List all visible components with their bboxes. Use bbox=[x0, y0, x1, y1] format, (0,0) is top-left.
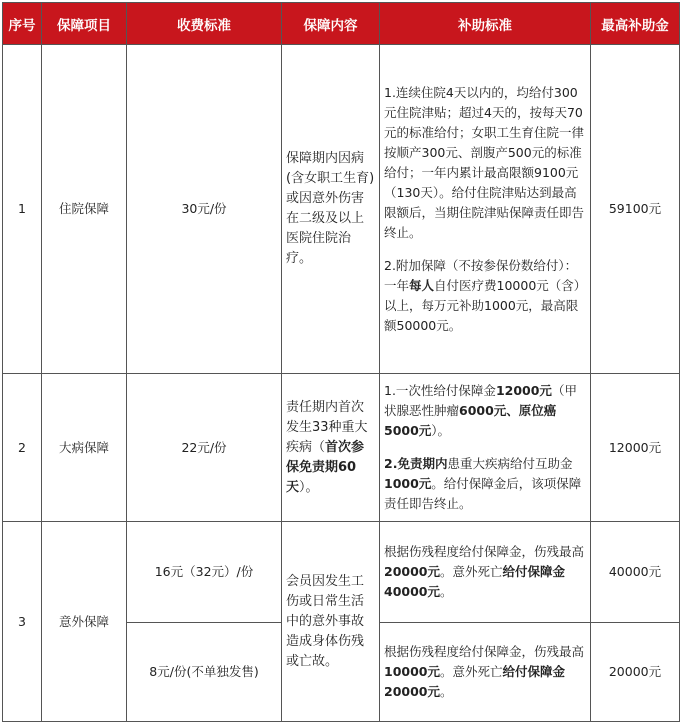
max-amount: 12000元 bbox=[591, 374, 680, 522]
benefits-table bbox=[2, 2, 680, 722]
subsidy-para-2: 2.附加保障（不按参保份数给付）：一年每人自付医疗费10000元（含）以上，每万元补助1000元，最高限额50000元。 bbox=[384, 257, 581, 333]
header-row bbox=[3, 3, 680, 45]
fee-cell: 8元/份(不单独发售) bbox=[127, 623, 282, 722]
header-item: 保障项目 bbox=[42, 3, 127, 45]
item-name: 住院保障 bbox=[42, 45, 127, 374]
fee-cell: 30元/份 bbox=[127, 45, 282, 374]
max-amount: 40000元 bbox=[591, 522, 680, 623]
fee-cell: 22元/份 bbox=[127, 374, 282, 522]
subsidy-cell: 根据伤残程度给付保障金，伤残最高20000元。意外死亡给付保障金40000元。 bbox=[380, 522, 591, 623]
subsidy-para-1: 1.一次性给付保障金12000元（甲状腺恶性肿瘤6000元、原位癌5000元）。 bbox=[384, 383, 577, 438]
subsidy-cell bbox=[380, 374, 591, 522]
table-row bbox=[3, 522, 680, 623]
table-row bbox=[3, 45, 680, 374]
header-no: 序号 bbox=[3, 3, 42, 45]
row-number: 1 bbox=[3, 45, 42, 374]
row-number: 3 bbox=[3, 522, 42, 722]
item-name: 意外保障 bbox=[42, 522, 127, 722]
header-max: 最高补助金 bbox=[591, 3, 680, 45]
subsidy-para-2: 2.免责期内患重大疾病给付互助金1000元。给付保障金后，该项保障责任即告终止。 bbox=[384, 456, 582, 511]
max-amount: 20000元 bbox=[591, 623, 680, 722]
table-row bbox=[3, 374, 680, 522]
header-fee: 收费标准 bbox=[127, 3, 282, 45]
coverage-content: 责任期内首次发生33种重大疾病（首次参保免责期60天）。 bbox=[282, 374, 380, 522]
max-amount: 59100元 bbox=[591, 45, 680, 374]
coverage-content: 保障期内因病(含女职工生育)或因意外伤害在二级及以上医院住院治疗。 bbox=[282, 45, 380, 374]
subsidy-cell: 根据伤残程度给付保障金，伤残最高10000元。意外死亡给付保障金20000元。 bbox=[380, 623, 591, 722]
fee-cell: 16元（32元）/份 bbox=[127, 522, 282, 623]
coverage-content: 会员因发生工伤或日常生活中的意外事故造成身体伤残或亡故。 bbox=[282, 522, 380, 722]
row-number: 2 bbox=[3, 374, 42, 522]
subsidy-cell bbox=[380, 45, 591, 374]
item-name: 大病保障 bbox=[42, 374, 127, 522]
header-content: 保障内容 bbox=[282, 3, 380, 45]
subsidy-para-1: 1.连续住院4天以内的，均给付300元住院津贴；超过4天的，按每天70元的标准给付；女职工生育住院一律按顺产300元、剖腹产500元的标准给付；一年内累计最高限额9100元（130天）。给付住院津贴达到最高限额后，当期住院津贴保障责任即告终止。 bbox=[384, 84, 585, 240]
header-subsidy: 补助标准 bbox=[380, 3, 591, 45]
